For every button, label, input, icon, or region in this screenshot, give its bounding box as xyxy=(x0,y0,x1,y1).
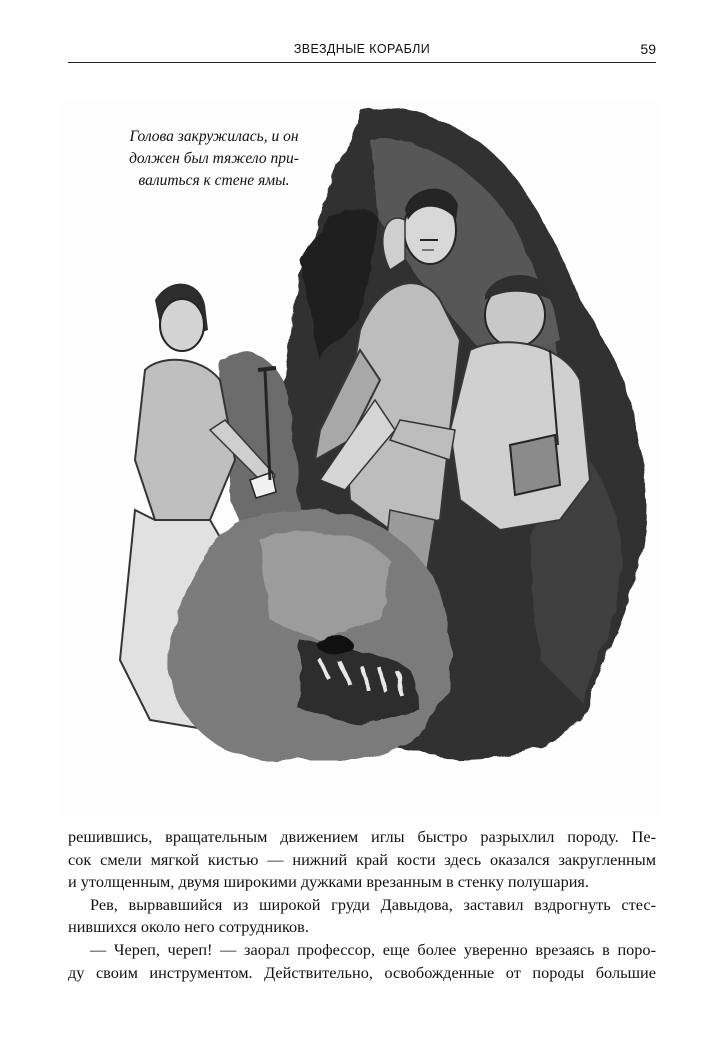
page-number: 59 xyxy=(640,41,656,57)
illustration xyxy=(60,100,660,815)
caption-line: Голова закружилась, и он xyxy=(129,128,299,145)
illustration-caption xyxy=(104,126,324,192)
text-line: сок смели мягкой кистью — нижний край кости здесь оказался закругленным xyxy=(68,849,656,869)
text-line: ду своим инструментом. Действительно, освобожденные от породы большие xyxy=(68,962,656,982)
text-line: Рев, вырвавшийся из широкой груди Давыдова, заставил вздрогнуть стес- xyxy=(90,894,656,914)
paragraph xyxy=(68,826,656,894)
text-line: решившись, вращательным движением иглы быстро разрыхлил породу. Пе- xyxy=(68,827,656,846)
text-line: — Череп, череп! — заорал профессор, еще более уверенно врезаясь в поро- xyxy=(90,939,656,959)
paragraph xyxy=(68,939,656,984)
running-title: ЗВЕЗДНЫЕ КОРАБЛИ xyxy=(293,42,431,56)
text-line: нившихся около него сотрудников. xyxy=(68,917,309,937)
text-line: и утолщенным, двумя широкими дужками врезанным в стенку полушария. xyxy=(68,872,589,892)
body-text xyxy=(68,826,656,984)
caption-line: должен был тяжело при- xyxy=(129,150,299,167)
paragraph xyxy=(68,894,656,939)
caption-line: валиться к стене ямы. xyxy=(138,172,290,189)
running-head xyxy=(68,40,656,63)
